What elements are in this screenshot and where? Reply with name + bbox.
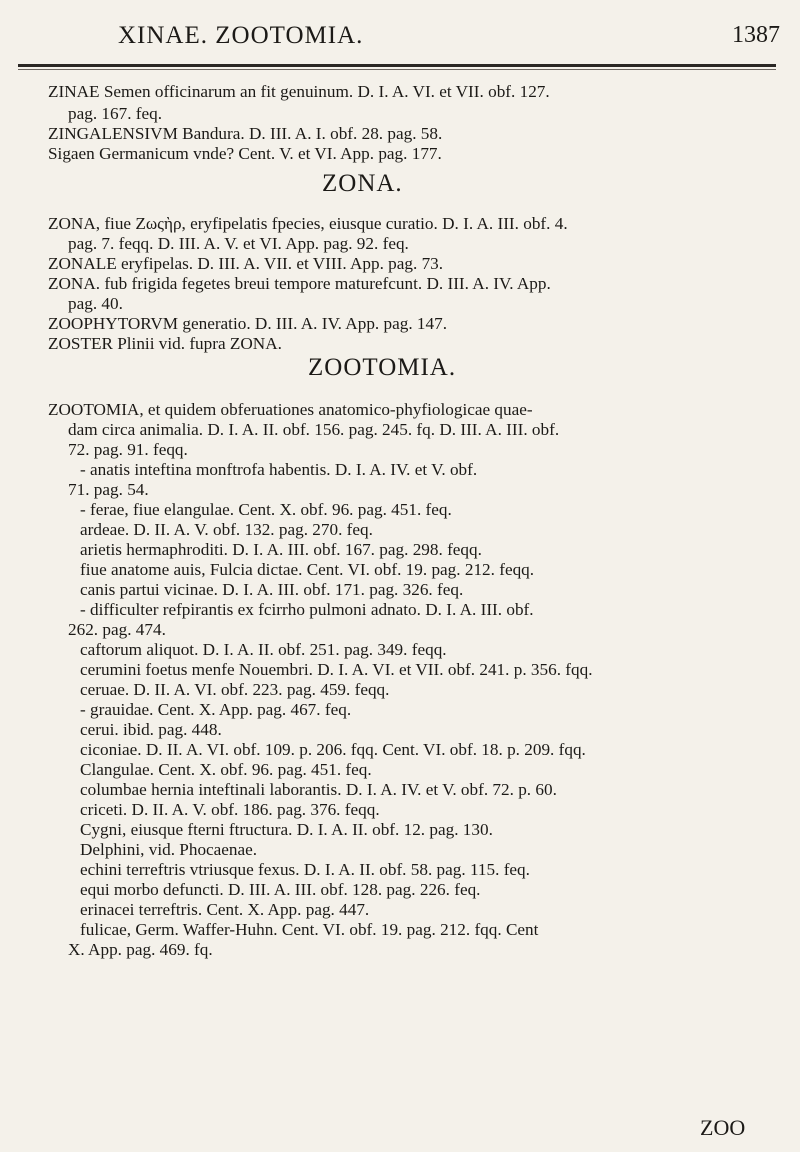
index-line: Cygni, eiusque fterni ftructura. D. I. A. II. obf. 12. pag. 130. [80,820,493,839]
index-line: ciconiae. D. II. A. VI. obf. 109. p. 206. fqq. Cent. VI. obf. 18. p. 209. fqq. [80,740,586,759]
page-number: 1387 [732,22,780,48]
index-line: Sigaen Germanicum vnde? Cent. V. et VI. App. pag. 177. [48,144,442,163]
index-line: pag. 40. [68,294,123,313]
index-line: - grauidae. Cent. X. App. pag. 467. feq. [80,700,352,719]
catchword: ZOO [700,1115,746,1140]
index-line: - difficulter refpirantis ex fcirrho pulmoni adnato. D. I. A. III. obf. [80,600,534,619]
index-line: ZOOPHYTORVM generatio. D. III. A. IV. App. pag. 147. [48,314,447,333]
section-heading: ZONA. [322,170,403,197]
index-line: ZINAE Semen officinarum an fit genuinum. D. I. A. VI. et VII. obf. 127. [48,82,550,101]
index-line: erinacei terreftris. Cent. X. App. pag. 447. [80,900,370,919]
index-line: columbae hernia inteftinali laborantis. D. I. A. IV. et V. obf. 72. p. 60. [80,780,557,799]
index-line: ardeae. D. II. A. V. obf. 132. pag. 270. feq. [80,520,373,539]
index-line: 72. pag. 91. feqq. [68,440,188,459]
index-line: caftorum aliquot. D. I. A. II. obf. 251. pag. 349. feqq. [80,640,447,659]
index-line: echini terreftris vtriusque fexus. D. I. A. II. obf. 58. pag. 115. feq. [80,860,530,879]
index-line: arietis hermaphroditi. D. I. A. III. obf. 167. pag. 298. feqq. [80,540,482,559]
index-line: 71. pag. 54. [68,480,149,499]
index-line: equi morbo defuncti. D. III. A. III. obf. 128. pag. 226. feq. [80,880,481,899]
running-title: XINAE. ZOOTOMIA. [118,22,364,49]
index-line: fiue anatome auis, Fulcia dictae. Cent. VI. obf. 19. pag. 212. feqq. [80,560,535,579]
index-line: pag. 7. feqq. D. III. A. V. et VI. App. pag. 92. feq. [68,234,409,253]
index-line: cerumini foetus menfe Nouembri. D. I. A. VI. et VII. obf. 241. p. 356. fqq. [80,660,593,679]
index-line: X. App. pag. 469. fq. [68,940,213,959]
index-line: criceti. D. II. A. V. obf. 186. pag. 376. feqq. [80,800,380,819]
index-line: ZOOTOMIA, et quidem obferuationes anatomico-phyfiologicae quae- [48,400,533,419]
index-line: - anatis inteftina monftrofa habentis. D. I. A. IV. et V. obf. [80,460,478,479]
page-header [60,10,780,54]
index-line: Clangulae. Cent. X. obf. 96. pag. 451. feq. [80,760,372,779]
index-line: - ferae, fiue elangulae. Cent. X. obf. 96. pag. 451. feq. [80,500,452,519]
section-heading: ZOOTOMIA. [308,354,457,381]
index-line: pag. 167. feq. [68,104,163,123]
index-line: ZINGALENSIVM Bandura. D. III. A. I. obf. 28. pag. 58. [48,124,443,143]
index-line: fulicae, Germ. Waffer-Huhn. Cent. VI. obf. 19. pag. 212. fqq. Cent [80,920,539,939]
index-line: ZONA, fiue Ζωςὴρ, eryfipelatis fpecies, eiusque curatio. D. I. A. III. obf. 4. [48,214,568,233]
index-line: canis partui vicinae. D. I. A. III. obf. 171. pag. 326. feq. [80,580,464,599]
index-line: cerui. ibid. pag. 448. [80,720,222,739]
index-line: Delphini, vid. Phocaenae. [80,840,258,859]
index-line: ceruae. D. II. A. VI. obf. 223. pag. 459. feqq. [80,680,390,699]
index-line: 262. pag. 474. [68,620,166,639]
index-line: dam circa animalia. D. I. A. II. obf. 156. pag. 245. fq. D. III. A. III. obf. [68,420,560,439]
index-line: ZONALE eryfipelas. D. III. A. VII. et VIII. App. pag. 73. [48,254,444,273]
index-line: ZOSTER Plinii vid. fupra ZONA. [48,334,282,353]
header-rule-thin [18,69,776,70]
header-rule [18,64,776,67]
index-line: ZONA. fub frigida fegetes breui tempore maturefcunt. D. III. A. IV. App. [48,274,551,293]
